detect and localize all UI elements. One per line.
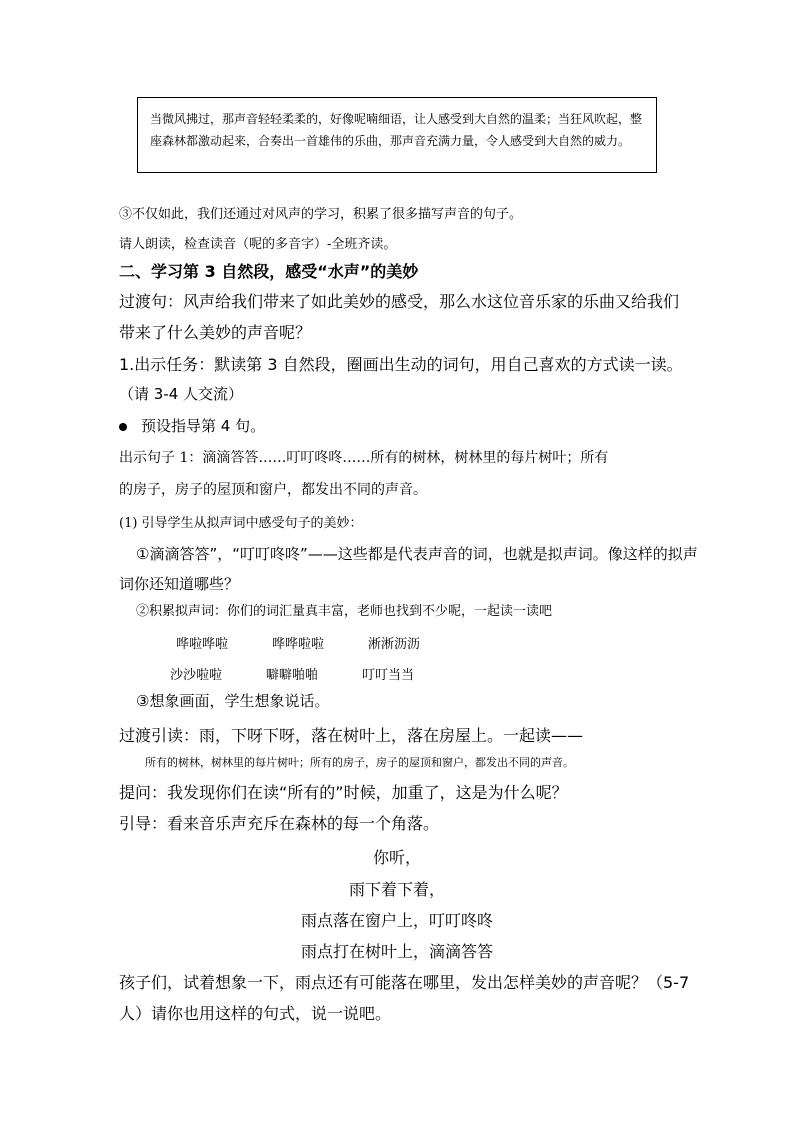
quoted-sentence: 所有的树林，树林里的每片树叶；所有的房子，房子的屋顶和窗户，都发出不同的声音。: [145, 756, 574, 769]
paragraph-line: 人）请你也用这样的句式，说一说吧。: [119, 1004, 392, 1023]
paragraph-line: 过渡句：风声给我们带来了如此美妙的感受，那么水这位音乐家的乐曲又给我们: [119, 292, 680, 311]
paragraph-line: ②积累拟声词：你们的词汇量真丰富，老师也找到不少呢，一起读一读吧: [136, 604, 553, 619]
quoted-text: 当微风拂过，那声音轻轻柔柔的，好像呢喃细语，让人感受到大自然的温柔；当狂风吹起，整座森林都激动起来，合奏出一首雄伟的乐曲，那声音充满力量，令人感受到大自然的威力。: [150, 112, 643, 148]
onomatopoeia-word: 淅淅沥沥: [368, 637, 421, 652]
onomatopoeia-word: 沙沙啦啦: [170, 668, 223, 683]
bullet-line: [119, 415, 265, 436]
quoted-text-box: [137, 97, 657, 173]
paragraph-line: 提问：我发现你们在读“所有的”时候，加重了，这是为什么呢？: [119, 783, 568, 802]
paragraph-line: 的房子，房子的屋顶和窗户，都发出不同的声音。: [119, 482, 427, 498]
poem-line: 你听，: [372, 848, 421, 867]
section-heading: 二、学习第 3 自然段，感受“水声”的美妙: [119, 262, 419, 281]
paragraph-line: ③不仅如此，我们还通过对风声的学习，积累了很多描写声音的句子。: [119, 207, 523, 222]
paragraph-line: 过渡引读：雨，下呀下呀，落在树叶上，落在房屋上。一起读——: [119, 726, 584, 745]
poem-line: 雨点打在树叶上，滴滴答答: [300, 942, 493, 961]
onomatopoeia-row: [176, 633, 420, 652]
bullet-icon: [119, 423, 127, 431]
poem-line: 雨下着下着，: [348, 880, 445, 899]
paragraph-line: 引导：看来音乐声充斥在森林的每一个角落。: [119, 814, 440, 833]
onomatopoeia-word: 噼噼啪啪: [266, 668, 319, 683]
onomatopoeia-word: 叮叮当当: [362, 668, 415, 683]
paragraph-line: ③想象画面，学生想象说话。: [136, 692, 330, 710]
onomatopoeia-row: [170, 664, 414, 683]
paragraph-line: 1.出示任务：默读第 3 自然段，圈画出生动的词句，用自己喜欢的方式读一读。: [119, 355, 683, 374]
paragraph-line: (1) 引导学生从拟声词中感受句子的美妙：: [119, 516, 363, 531]
paragraph-line: 请人朗读，检查读音（呢的多音字）-全班齐读。: [119, 237, 397, 252]
paragraph-line: 带来了什么美妙的声音呢？: [119, 323, 312, 342]
paragraph-line: 词你还知道哪些？: [119, 575, 240, 593]
bullet-text: 预设指导第 4 句。: [141, 417, 266, 435]
paragraph-line: 孩子们，试着想象一下，雨点还有可能落在哪里，发出怎样美妙的声音呢？（5-7: [119, 973, 690, 992]
onomatopoeia-word: 哗啦哗啦: [176, 637, 229, 652]
poem-line: 雨点落在窗户上，叮叮咚咚: [300, 911, 493, 930]
paragraph-line: （请 3-4 人交流）: [119, 385, 244, 403]
paragraph-line: 出示句子 1：滴滴答答……叮叮咚咚……所有的树林，树林里的每片树叶；所有: [119, 450, 609, 466]
onomatopoeia-word: 哗哗啦啦: [272, 637, 325, 652]
paragraph-line: ①滴滴答答”，“叮叮咚咚”——这些都是代表声音的词，也就是拟声词。像这样的拟声: [136, 545, 698, 563]
